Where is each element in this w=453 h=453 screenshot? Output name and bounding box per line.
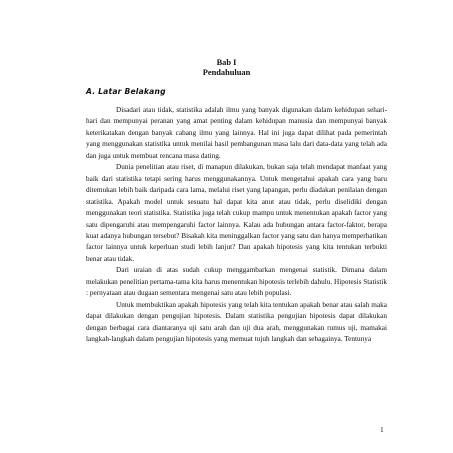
page-number: 1: [380, 425, 384, 434]
body-text: [86, 105, 387, 346]
paragraph: Dunia penelitian atau riset, di manapun dilakukan, bukan saja telah mendapat manfaat yang baik dari statistika tetapi sering harus menggunakannya. Untuk mengetahui apakah cara yang baru ditemukan lebih baik daripada cara lama, melalui riset yang lapangan, perlu diadakan penilaian dengan statistika. Apakah model untuk sesuatu hal dapat kita anut atau tidak, perlu diselidiki dengan menggunakan teori statistika. Statistika juga telah cukup mampu untuk menentukan apakah factor yang satu dipengaruhi atau mempengaruhi factor lainnya. Kalau ada hubungan antara factor-faktor, berapa kuat adanya hubungan tersebut? Bisakah kita meninggalkan factor yang satu dan hanya memperhatikan factor lainnya untuk keperluan studi lebih lanjut? Dan apakah hipotesis yang kita tentukan terbukti benar atau tidak.: [86, 163, 387, 263]
chapter-title: Bab I: [216, 58, 237, 67]
paragraph: Disadari atau tidak, statistika adalah ilmu yang banyak digunakan dalam kehidupan sehari-hari dan mempunyai peranan yang amat penting dalam kehidupan manusia dan mempunyai banyak keterikatakan dengan banyak cabang ilmu yang lainnya. Hal ini juga dapat dilihat pada pemerintah yang menggunakan statistika untuk menilai hasil pembangunan masa lalu dari data-data yang telah ada dan juga untuk membuat rencana masa dating.: [86, 106, 387, 160]
paragraph: Dari uraian di atas sudah cukup menggambarkan mengenai statistik. Dimana dalam melakukan penelitian pertama-tama kita harus menentukan hipotesis terlebih dahulu. Hipotesis Statistik : pernyataan atau dugaan sementara mengenai satu atau lebih populasi.: [86, 266, 387, 298]
paragraph: Untuk membuktikan apakah hipotesis yang telah kita tentukan apakah benar atau salah maka dapat dilakukan dengan pengujian hipotesis. Dalam statistika pengujian hipotesis dapat dilakukan dengan berbagai cara diantaranya uji satu arah dan uji dua arah, menggunakan rumus uji, mamakai langkah-langkah dalam pengujian hipotesis yang memuat tujuh langkah dan sebagainya. Tentunya: [86, 300, 387, 344]
section-heading: A. Latar Belakang: [86, 87, 166, 96]
chapter-heading: [0, 58, 453, 78]
chapter-subtitle: Pendahuluan: [202, 68, 251, 77]
